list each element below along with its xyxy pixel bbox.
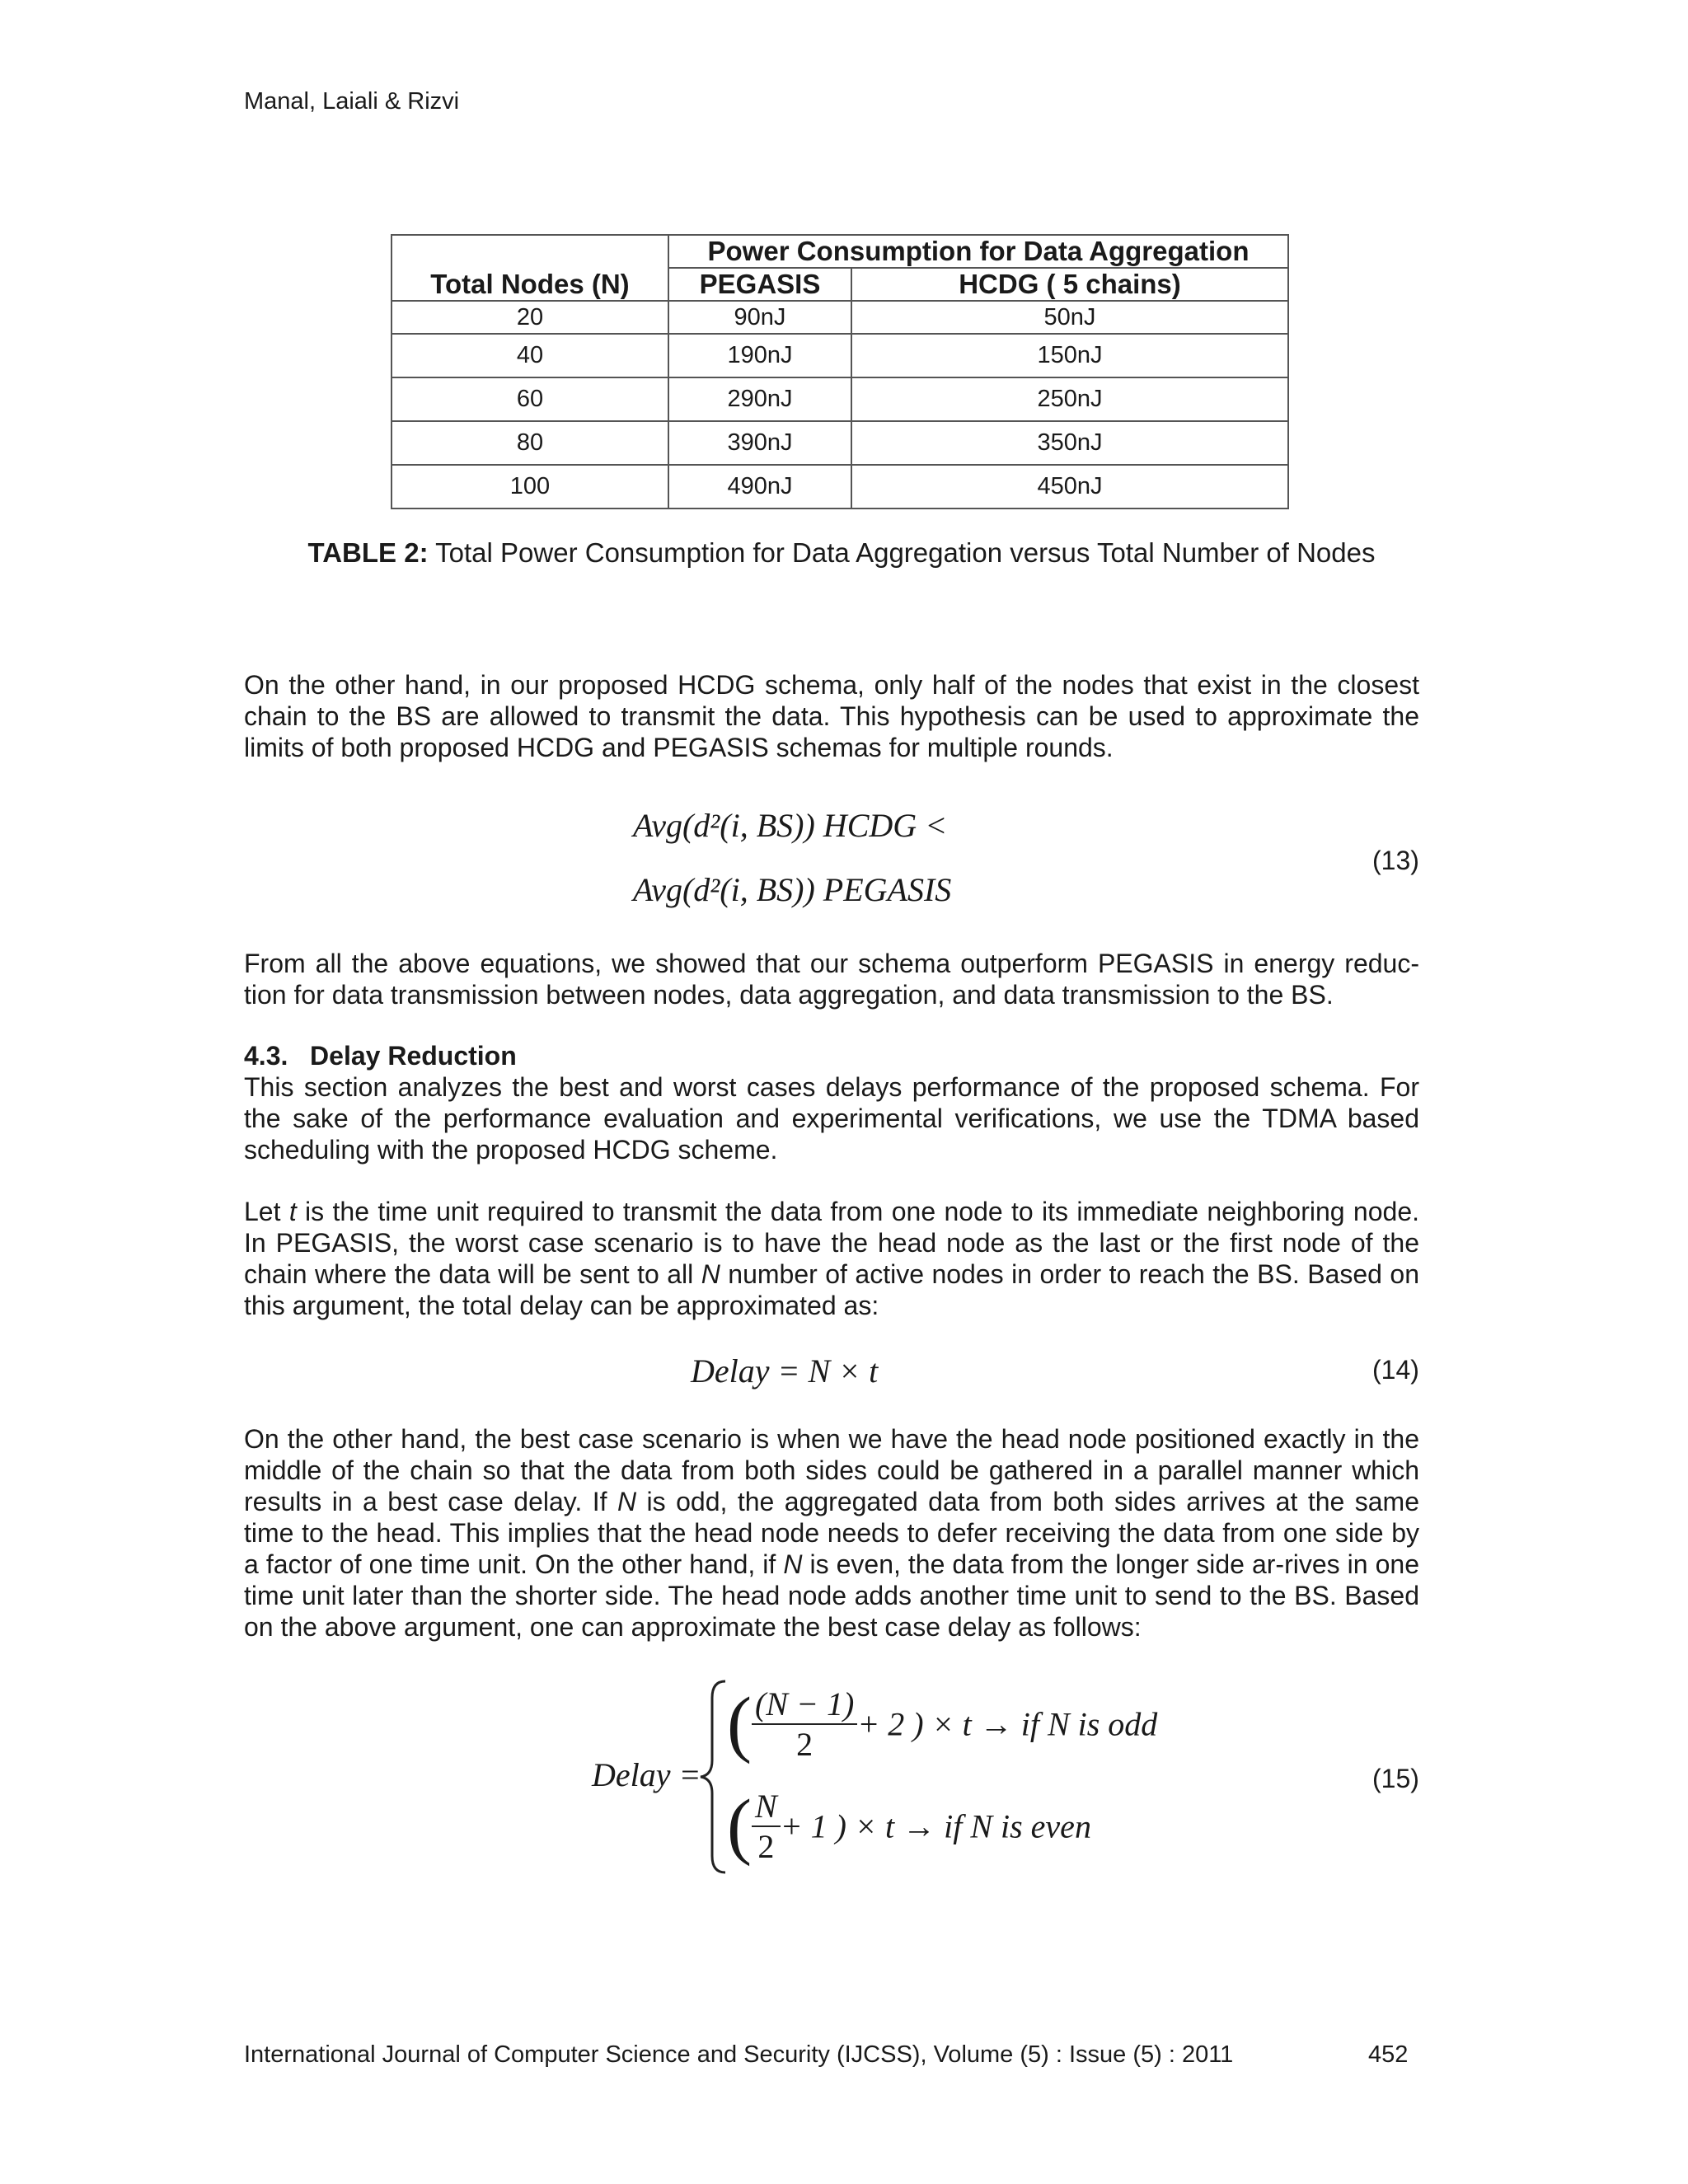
variable-t: t	[288, 1197, 297, 1226]
paragraph	[244, 1423, 1419, 1643]
left-brace-icon	[697, 1678, 730, 1876]
column-header-pegasis: PEGASIS	[668, 268, 851, 301]
table-group-header: Power Consumption for Data Aggregation	[668, 235, 1288, 268]
cell-pegasis: 190nJ	[668, 334, 851, 377]
text-run: is even, the data from the longer side ar-rives in one time unit later than the shorter side. The head node adds another time unit to send to the BS. Based on the above argument, one can approximate the best case delay as follows:	[244, 1549, 1420, 1642]
table-corner-cell	[392, 235, 668, 268]
cell-hcdg: 50nJ	[851, 301, 1288, 334]
table-row	[392, 377, 1288, 421]
table-caption	[244, 537, 1439, 569]
paragraph: On the other hand, in our proposed HCDG schema, only half of the nodes that exist in the closest chain to the BS are allowed to transmit the data. This hypothesis can be used to approximate the limits of both proposed HCDG and PEGASIS schemas for multiple rounds.	[244, 670, 1419, 762]
case-tail: + 2 ) × t → if N is odd	[857, 1705, 1158, 1743]
column-header-nodes: Total Nodes (N)	[392, 268, 668, 301]
cell-nodes: 40	[392, 334, 668, 377]
text-run: Let	[244, 1197, 289, 1226]
text-run: number of active nodes in order to reach the BS. Based on this argument, the total delay can be approximated as:	[244, 1259, 1420, 1320]
paren-open: (	[727, 1785, 752, 1867]
table-row	[392, 465, 1288, 509]
footer-journal: International Journal of Computer Science and Security (IJCSS), Volume (5) : Issue (5) : 2011	[244, 2041, 1234, 2068]
variable-n: N	[701, 1259, 720, 1289]
text-run: is the time unit required to transmit the data from one node to its immediate neighboring node. In PEGASIS, the worst case scenario is to have the head node as the last or the first node of the chain where the data will be sent to all	[244, 1197, 1420, 1289]
text-run: is odd, the aggregated data from both sides arrives at the same time to the head. This implies that the head node needs to defer receiving the data from one side by a factor of one time unit. On the other hand, if	[244, 1487, 1420, 1579]
table-row	[392, 334, 1288, 377]
equation-15-lhs: Delay =	[592, 1756, 701, 1793]
equation-15-case-odd	[727, 1685, 1157, 1764]
text-run: On the other hand, the best case scenario is when we have the head node positioned exactly in the middle of the chain so that the data from both sides could be gathered in a parallel manner which results in a best case delay. If	[244, 1424, 1419, 1516]
paren-open: (	[727, 1683, 752, 1765]
fraction-denominator: 2	[757, 1828, 775, 1865]
equation-13-line-2: Avg(d²(i, BS)) PEGASIS	[633, 871, 952, 908]
equation-number: (14)	[1372, 1355, 1419, 1385]
cell-hcdg: 450nJ	[851, 465, 1288, 509]
running-header: Manal, Laiali & Rizvi	[244, 88, 460, 115]
paragraph	[244, 1196, 1419, 1321]
paragraph: This section analyzes the best and worst cases delays performance of the proposed schema. For the sake of the performance evaluation and experimental verifications, we use the TDMA based scheduling with the proposed HCDG scheme.	[244, 1072, 1419, 1165]
case-tail: + 1 ) × t → if N is even	[780, 1807, 1091, 1845]
equation-number: (15)	[1372, 1764, 1419, 1793]
cell-nodes: 20	[392, 301, 668, 334]
table-row	[392, 301, 1288, 334]
cell-pegasis: 390nJ	[668, 421, 851, 465]
table-caption-text: Total Power Consumption for Data Aggregation versus Total Number of Nodes	[435, 537, 1376, 568]
variable-n: N	[783, 1549, 803, 1579]
page-number: 452	[1368, 2041, 1409, 2068]
equation-14: Delay = N × t	[691, 1352, 879, 1390]
column-header-hcdg: HCDG ( 5 chains)	[851, 268, 1288, 301]
cell-hcdg: 350nJ	[851, 421, 1288, 465]
cell-pegasis: 90nJ	[668, 301, 851, 334]
equation-13-line-1: Avg(d²(i, BS)) HCDG <	[633, 807, 948, 844]
cell-pegasis: 490nJ	[668, 465, 851, 509]
equation-15-case-even	[727, 1787, 1091, 1866]
paragraph: From all the above equations, we showed that our schema outperform PEGASIS in energy reduc-tion for data transmission between nodes, data aggregation, and data transmission to the BS.	[244, 949, 1419, 1010]
table-row	[392, 421, 1288, 465]
table-caption-label: TABLE 2:	[307, 537, 429, 568]
cell-pegasis: 290nJ	[668, 377, 851, 421]
equation-number: (13)	[1372, 846, 1419, 875]
cell-nodes: 100	[392, 465, 668, 509]
cell-nodes: 60	[392, 377, 668, 421]
data-table	[391, 234, 1289, 509]
cell-hcdg: 250nJ	[851, 377, 1288, 421]
cell-hcdg: 150nJ	[851, 334, 1288, 377]
fraction-numerator: (N − 1)	[752, 1685, 857, 1725]
fraction-numerator: N	[752, 1787, 781, 1827]
cell-nodes: 80	[392, 421, 668, 465]
fraction	[752, 1685, 857, 1764]
section-heading: 4.3. Delay Reduction	[244, 1041, 517, 1071]
fraction	[752, 1787, 781, 1866]
variable-n: N	[617, 1487, 637, 1516]
fraction-denominator: 2	[796, 1726, 814, 1763]
